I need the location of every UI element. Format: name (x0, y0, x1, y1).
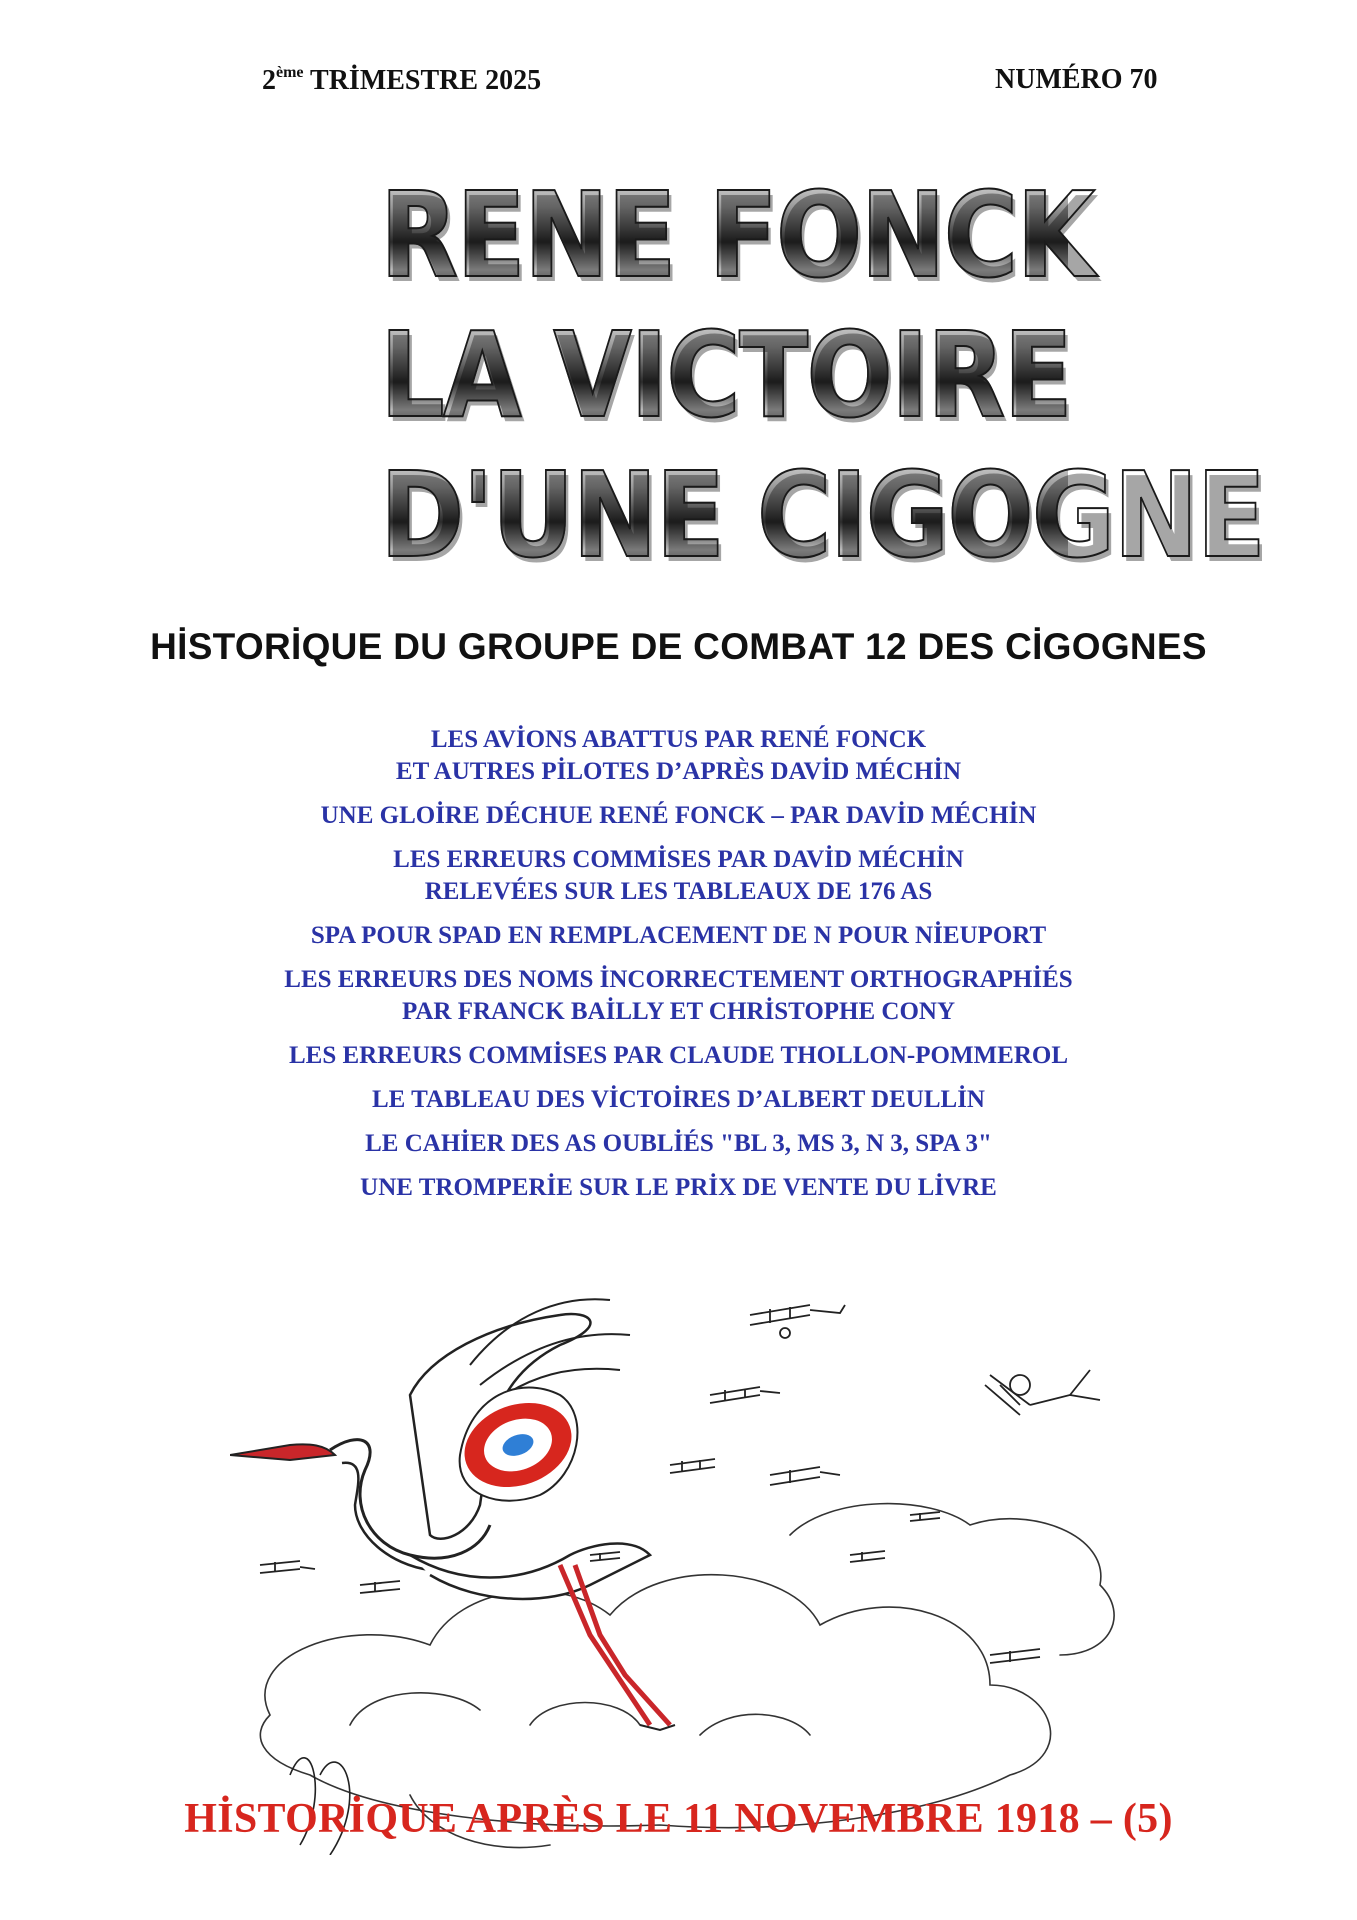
cover-footer: HİSTORİQUE APRÈS LE 11 NOVEMBRE 1918 – (5) (184, 1796, 1173, 1842)
quarter-number: 2 (262, 65, 276, 96)
issue-quarter (262, 64, 541, 97)
biplane-icon (770, 1467, 840, 1485)
contents-item (0, 1128, 1357, 1160)
contents-line: RELEVÉES SUR LES TABLEAUX DE 176 AS (424, 878, 933, 905)
stork-illustration (230, 1255, 1230, 1855)
biplane-icon (910, 1512, 940, 1521)
contents-item (0, 1084, 1357, 1116)
cover-subtitle: HİSTORİQUE DU GROUPE DE COMBAT 12 DES CİGOGNES (150, 626, 1207, 667)
cover-title (380, 165, 1265, 585)
title-line-3: D'UNE CIGOGNE (380, 446, 1265, 584)
biplanes (260, 1305, 1100, 1663)
contents-item (0, 724, 1357, 788)
biplane-icon (990, 1649, 1040, 1663)
contents-line: UNE GLOİRE DÉCHUE RENÉ FONCK – PAR DAVİD MÉCHİN (320, 802, 1037, 829)
quarter-label: TRİMESTRE 2025 (303, 65, 542, 96)
contents-item (0, 920, 1357, 952)
contents-item (0, 1172, 1357, 1204)
stork (230, 1299, 675, 1730)
contents-line: LE CAHİER DES AS OUBLİÉS "BL 3, MS 3, N 3, SPA 3" (365, 1130, 992, 1157)
contents-item (0, 964, 1357, 1028)
biplane-icon (710, 1387, 780, 1403)
biplane-icon (850, 1551, 885, 1562)
stork-beak (230, 1444, 335, 1460)
contents-line: PAR FRANCK BAİLLY ET CHRİSTOPHE CONY (401, 998, 956, 1025)
contents-list (0, 724, 1357, 1216)
contents-line: LES ERREURS COMMİSES PAR DAVİD MÉCHİN (393, 846, 964, 873)
biplane-icon (670, 1459, 715, 1473)
title-line-1: RENE FONCK (380, 166, 1094, 304)
contents-item (0, 800, 1357, 832)
biplane-icon (985, 1370, 1100, 1415)
contents-line: UNE TROMPERİE SUR LE PRİX DE VENTE DU LİVRE (360, 1174, 997, 1201)
title-line-2: LA VICTOIRE (380, 306, 1072, 444)
quarter-superscript: ème (276, 64, 304, 81)
contents-line: LES ERREURS COMMİSES PAR CLAUDE THOLLON-POMMEROL (288, 1042, 1069, 1069)
issue-number: NUMÉRO 70 (995, 64, 1158, 95)
biplane-icon (360, 1581, 400, 1593)
biplane-icon (750, 1305, 845, 1338)
contents-line: LES AVİONS ABATTUS PAR RENÉ FONCK (430, 726, 927, 753)
biplane-icon (260, 1561, 315, 1573)
contents-line: ET AUTRES PİLOTES D’APRÈS DAVİD MÉCHİN (395, 758, 962, 785)
contents-line: LE TABLEAU DES VİCTOİRES D’ALBERT DEULLİN (372, 1086, 985, 1113)
contents-item (0, 1040, 1357, 1072)
contents-item (0, 844, 1357, 908)
contents-line: LES ERREURS DES NOMS İNCORRECTEMENT ORTHOGRAPHİÉS (284, 966, 1073, 993)
contents-line: SPA POUR SPAD EN REMPLACEMENT DE N POUR NİEUPORT (310, 922, 1047, 949)
